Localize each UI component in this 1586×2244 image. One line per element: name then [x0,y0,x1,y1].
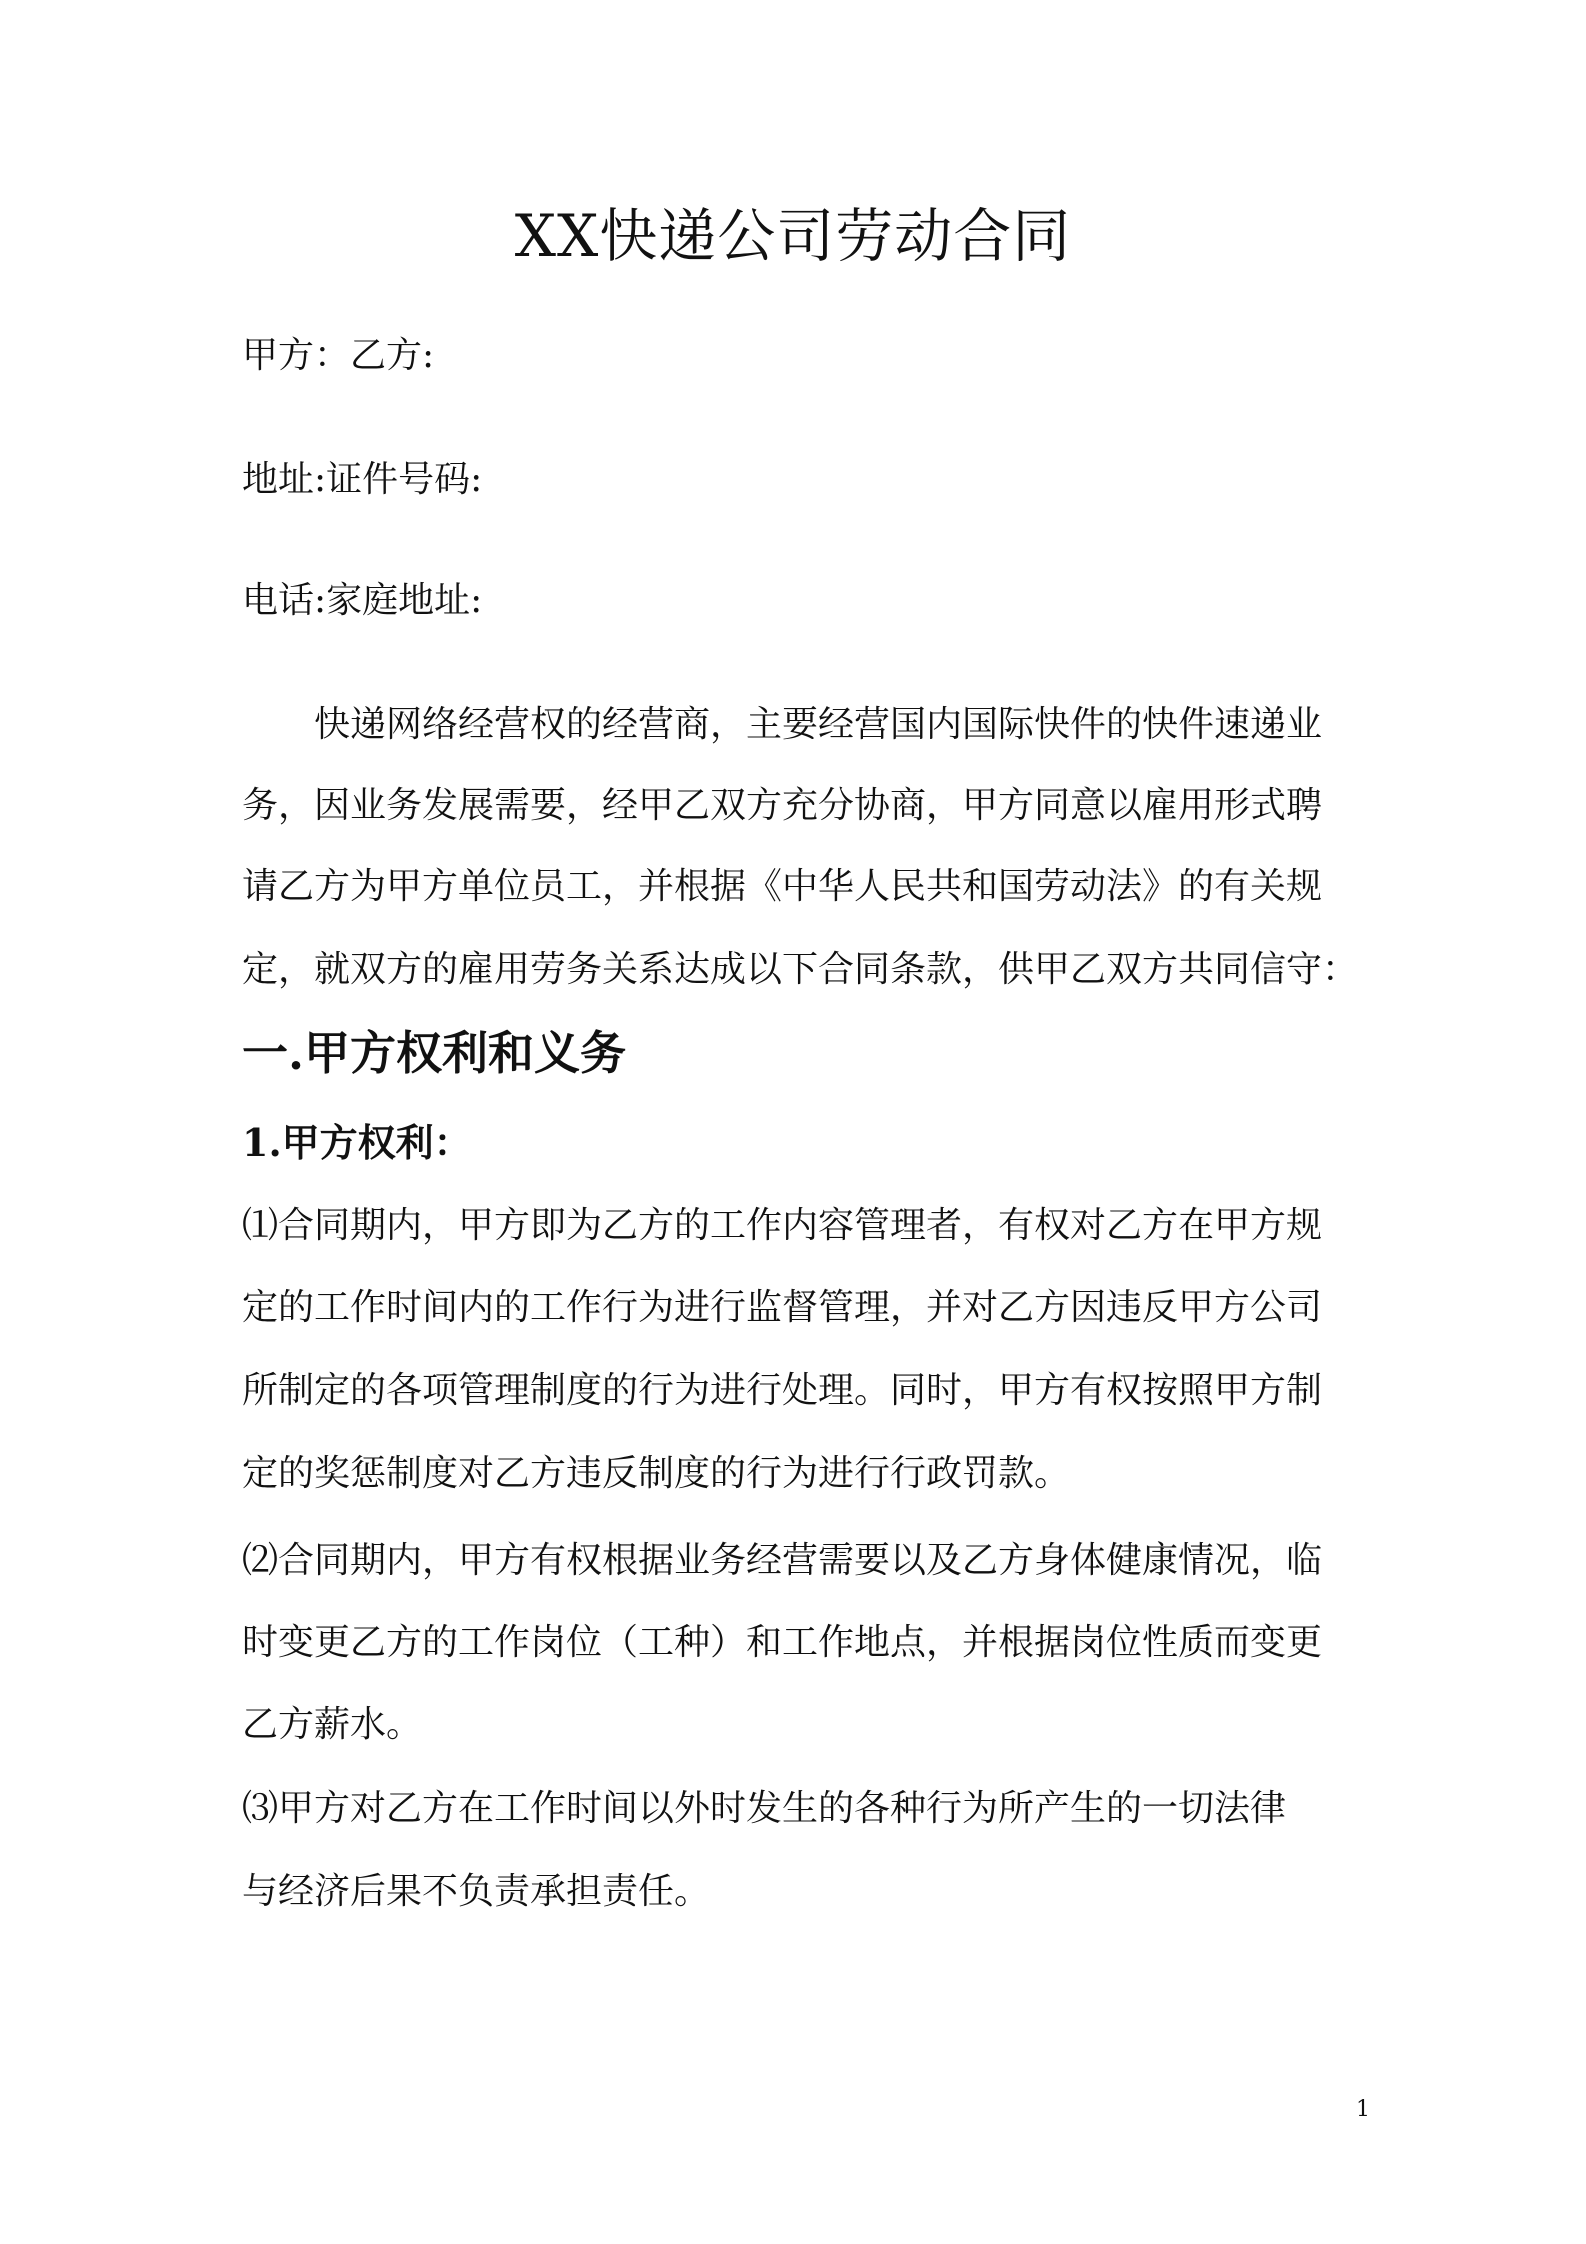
intro-line: 快递网络经营权的经营商，主要经营国内国际快件的快件速递业 [242,704,1323,745]
subsection-heading: 1.甲方权利： [242,1120,472,1165]
document-title: XX快递公司劳动合同 [514,202,1072,270]
clause-line: ⑵合同期内，甲方有权根据业务经营需要以及乙方身体健康情况，临 [242,1540,1323,1581]
page-number: 1 [1356,2097,1370,2122]
clause-line: 所制定的各项管理制度的行为进行处理。同时，甲方有权按照甲方制 [242,1370,1323,1411]
intro-line: 请乙方为甲方单位员工，并根据《中华人民共和国劳动法》的有关规 [242,866,1323,907]
header-address-line: 地址:证件号码: [242,459,483,500]
header-party-line: 甲方：乙方: [242,335,435,376]
clause-line: 与经济后果不负责承担责任。 [242,1871,711,1912]
clause-line: ⑴合同期内，甲方即为乙方的工作内容管理者，有权对乙方在甲方规 [242,1205,1323,1246]
clause-line: 时变更乙方的工作岗位（工种）和工作地点，并根据岗位性质而变更 [242,1622,1323,1663]
clause-line: 乙方薪水。 [242,1704,423,1745]
intro-line: 务，因业务发展需要，经甲乙双方充分协商，甲方同意以雇用形式聘 [242,785,1323,826]
header-phone-line: 电话:家庭地址: [242,580,483,621]
intro-line: 定，就双方的雇用劳务关系达成以下合同条款，供甲乙双方共同信守： [242,949,1359,990]
section-heading: 一.甲方权利和义务 [242,1026,627,1080]
clause-line: 定的工作时间内的工作行为进行监督管理，并对乙方因违反甲方公司 [242,1287,1323,1328]
clause-line: ⑶甲方对乙方在工作时间以外时发生的各种行为所产生的一切法律 [242,1788,1287,1829]
clause-line: 定的奖惩制度对乙方违反制度的行为进行行政罚款。 [242,1453,1071,1494]
